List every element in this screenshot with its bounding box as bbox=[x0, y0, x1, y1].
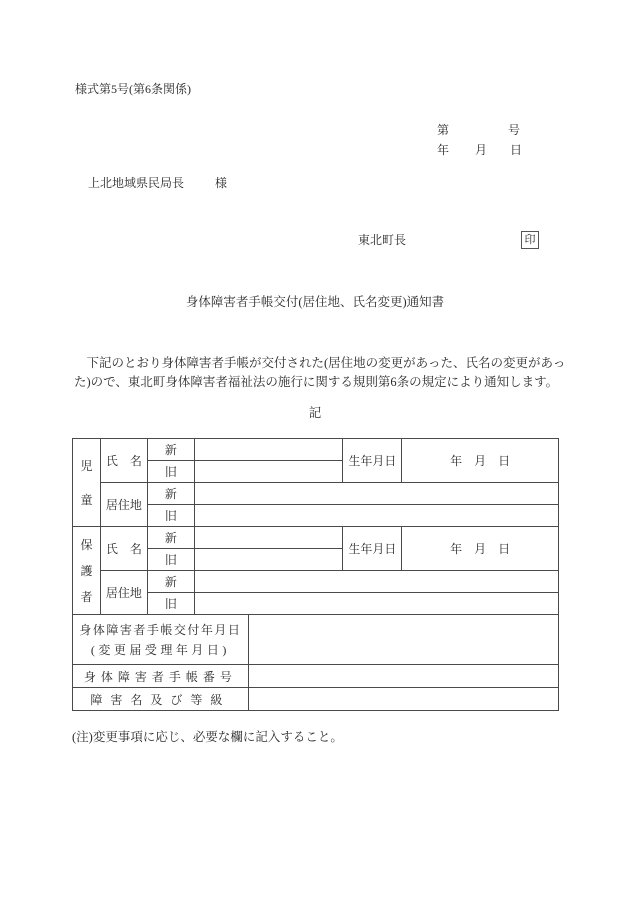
guardian-name-old-label: 旧 bbox=[147, 549, 194, 571]
issue-date-label-line1: 身体障害者手帳交付年月日 bbox=[79, 622, 242, 637]
child-address-label: 居住地 bbox=[100, 483, 147, 527]
guardian-name-new-field bbox=[194, 527, 343, 549]
person-info-table bbox=[72, 438, 559, 615]
form-number: 様式第5号(第6条関係) bbox=[75, 82, 191, 96]
child-name-label: 氏 名 bbox=[100, 439, 147, 483]
child-name-new-label: 新 bbox=[147, 439, 194, 461]
child-birthdate-label: 生年月日 bbox=[343, 439, 402, 483]
guardian-name-new-label: 新 bbox=[147, 527, 194, 549]
issue-date-field bbox=[248, 615, 558, 665]
group-child-label bbox=[73, 439, 101, 527]
child-address-new-field bbox=[194, 483, 558, 505]
handbook-number-label: 身体障害者手帳番号 bbox=[73, 665, 249, 688]
handbook-number-field bbox=[248, 665, 558, 688]
guardian-name-old-field bbox=[194, 549, 343, 571]
child-address-new-label: 新 bbox=[147, 483, 194, 505]
guardian-address-label: 居住地 bbox=[100, 571, 147, 615]
group-child-char-1: 児 bbox=[80, 458, 93, 473]
issue-date-label-line2: (変更届受理年月日) bbox=[90, 642, 230, 657]
child-name-new-field bbox=[194, 439, 343, 461]
doc-number-suffix: 号 bbox=[508, 123, 521, 137]
disability-grade-label: 障害名及び等級 bbox=[73, 688, 249, 711]
child-name-old-label: 旧 bbox=[147, 461, 194, 483]
addressee-honorific: 様 bbox=[215, 176, 228, 190]
handbook-info-table bbox=[72, 614, 559, 711]
guardian-birthdate-label: 生年月日 bbox=[343, 527, 402, 571]
guardian-birthdate-field: 年 月 日 bbox=[402, 527, 559, 571]
disability-grade-field bbox=[248, 688, 558, 711]
guardian-address-new-label: 新 bbox=[147, 571, 194, 593]
date-month-label: 月 bbox=[475, 143, 488, 157]
body-line-1: 下記のとおり身体障害者手帳が交付された(居住地の変更があった、氏名の変更があっ bbox=[74, 356, 566, 370]
doc-number-prefix: 第 bbox=[437, 123, 450, 137]
sender-name: 東北町長 bbox=[358, 233, 407, 247]
guardian-address-new-field bbox=[194, 571, 558, 593]
addressee-name: 上北地域県民局長 bbox=[88, 176, 185, 190]
record-heading: 記 bbox=[308, 406, 322, 420]
child-name-old-field bbox=[194, 461, 343, 483]
footnote: (注)変更事項に応じ、必要な欄に記入すること。 bbox=[72, 730, 343, 744]
group-guardian-label bbox=[73, 527, 101, 615]
guardian-name-label: 氏 名 bbox=[100, 527, 147, 571]
child-address-old-field bbox=[194, 505, 558, 527]
group-guardian-char-3: 者 bbox=[80, 589, 93, 604]
guardian-address-old-label: 旧 bbox=[147, 593, 194, 615]
date-year-label: 年 bbox=[437, 143, 450, 157]
guardian-address-old-field bbox=[194, 593, 558, 615]
child-birthdate-field: 年 月 日 bbox=[402, 439, 559, 483]
notification-table bbox=[72, 438, 559, 711]
body-paragraph bbox=[74, 354, 565, 392]
issue-date-label bbox=[73, 615, 249, 665]
group-guardian-char-2: 護 bbox=[80, 564, 93, 578]
group-child-char-2: 童 bbox=[80, 493, 93, 508]
seal-mark: 印 bbox=[521, 231, 539, 249]
date-day-label: 日 bbox=[510, 143, 523, 157]
child-address-old-label: 旧 bbox=[147, 505, 194, 527]
body-line-2: た)ので、東北町身体障害者福祉法の施行に関する規則第6条の規定により通知します。 bbox=[74, 375, 559, 389]
document-title: 身体障害者手帳交付(居住地、氏名変更)通知書 bbox=[185, 295, 445, 309]
group-guardian-char-1: 保 bbox=[80, 538, 93, 553]
